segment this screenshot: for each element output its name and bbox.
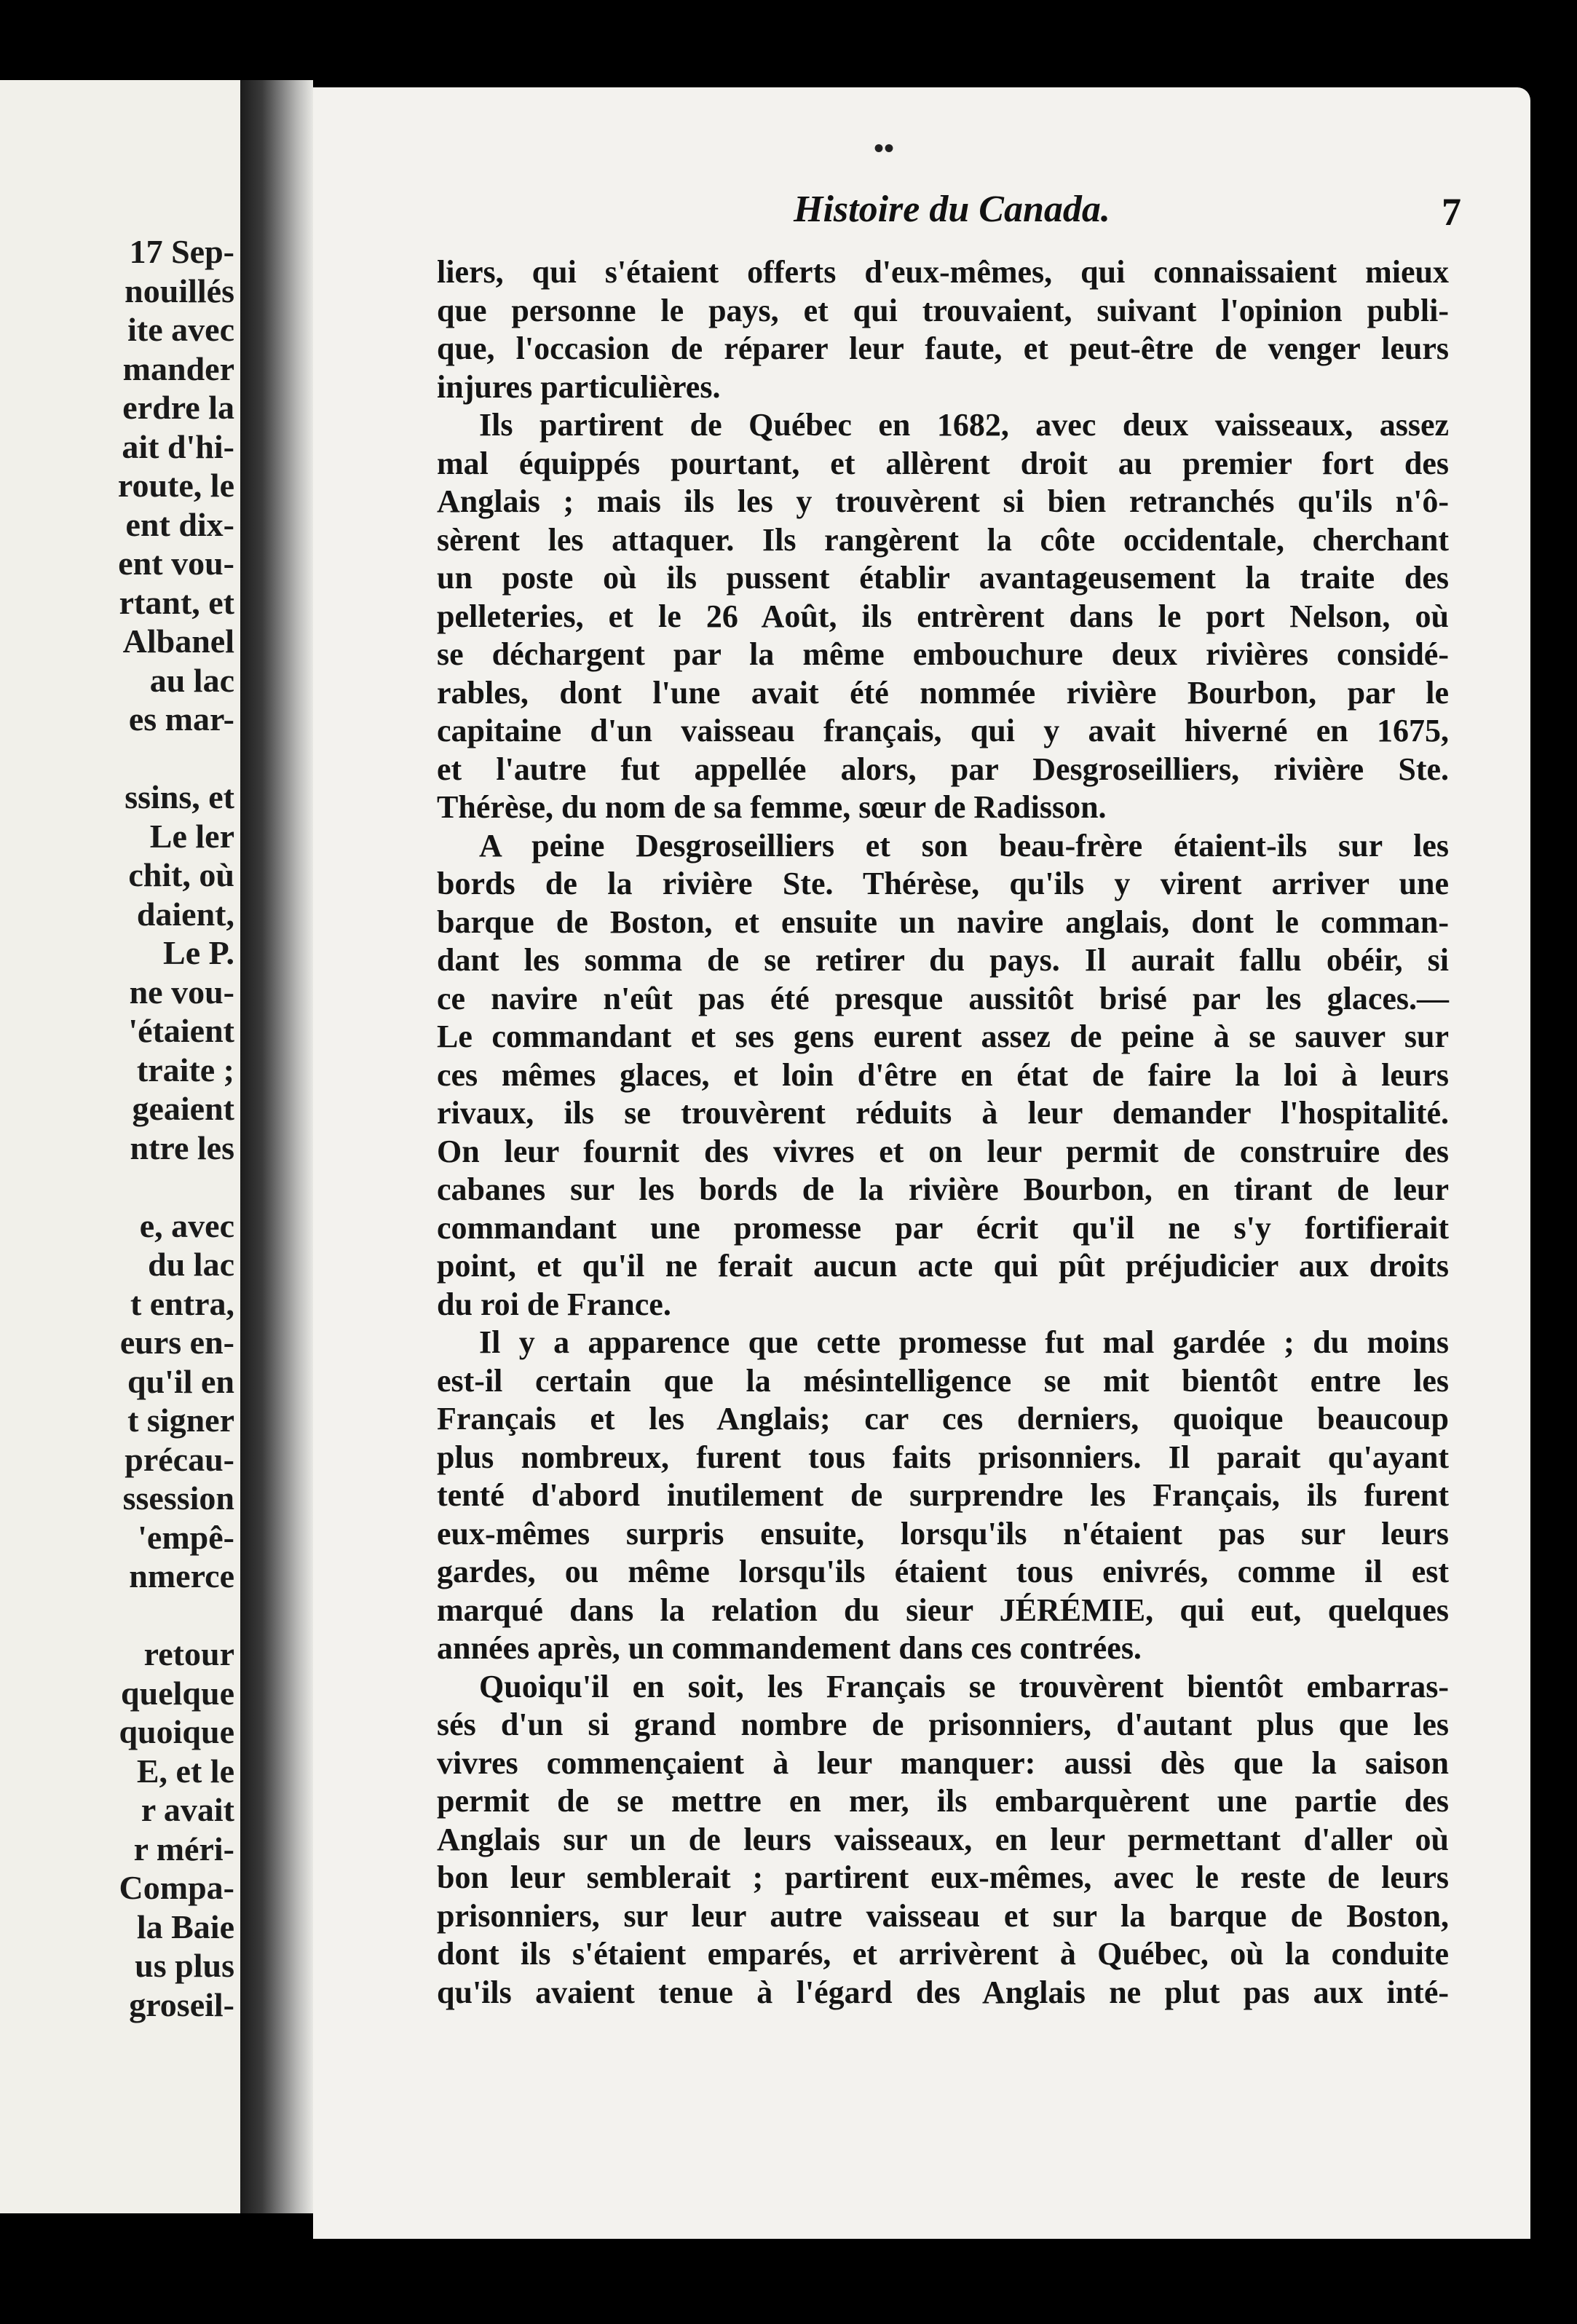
left-page-line: Albanel [122, 622, 234, 660]
text-line: marqué dans la relation du sieur JÉRÉMIE, qui eut, quelques [437, 1592, 1449, 1628]
text-line: gardes, ou même lorsqu'ils étaient tous enivrés, comme il est [437, 1554, 1449, 1589]
left-page-line: traite ; [136, 1051, 234, 1088]
text-line: permit de se mettre en mer, ils embarquèrent une partie des [437, 1783, 1449, 1819]
text-line: et l'autre fut appellée alors, par Desgroseilliers, rivière Ste. [437, 751, 1449, 787]
text-line: que, l'occasion de réparer leur faute, et peut-être de venger leurs [437, 331, 1449, 366]
left-page-line: t entra, [130, 1284, 234, 1322]
text-line: Anglais ; mais ils les y trouvèrent si bien retranchés qu'ils n'ô- [437, 483, 1449, 519]
text-line: Il y a apparence que cette promesse fut mal gardée ; du moins [479, 1324, 1449, 1360]
text-line: On leur fournit des vivres et on leur permit de construire des [437, 1133, 1449, 1169]
left-page-line: du lac [148, 1246, 234, 1283]
left-page-line: ssins, et [125, 778, 234, 815]
left-page-line: précau- [125, 1440, 234, 1478]
left-page-line: E, et le [136, 1752, 234, 1790]
left-page-line: nouillés [125, 272, 234, 309]
text-line: Ils partirent de Québec en 1682, avec deux vaisseaux, assez [479, 407, 1449, 443]
text-line: se déchargent par la même embouchure deux rivières considé- [437, 636, 1449, 672]
top-mark: •• [874, 132, 895, 165]
left-page-line: ent vou- [118, 545, 234, 582]
text-line: du roi de France. [437, 1286, 671, 1322]
left-page-line: quoique [119, 1713, 234, 1750]
text-line: bords de la rivière Ste. Thérèse, qu'ils y virent arriver une [437, 866, 1449, 901]
text-line: ces mêmes glaces, et loin d'être en état de faire la loi à leurs [437, 1056, 1449, 1093]
text-line: un poste où ils pussent établir avantageusement la traite des [437, 560, 1449, 596]
left-page-line: rtant, et [119, 583, 234, 621]
text-line: injures particulières. [437, 368, 721, 405]
running-head: Histoire du Canada. [794, 189, 1110, 230]
left-page-line: ait d'hi- [122, 427, 234, 465]
text-line: prisonniers, sur leur autre vaisseau et sur la barque de Boston, [437, 1897, 1449, 1934]
left-page-line: chit, où [128, 856, 234, 893]
left-page-line: r avait [141, 1791, 234, 1828]
left-page-line: r méri- [133, 1830, 234, 1868]
left-page-line: groseil- [129, 1985, 234, 2023]
left-page-line: qu'il en [127, 1362, 234, 1400]
text-line: ce navire n'eût pas été presque aussitôt brisé par les glaces.— [437, 980, 1449, 1016]
text-line: A peine Desgroseilliers et son beau-frère étaient-ils sur les [479, 827, 1449, 863]
left-page-line: route, le [117, 467, 234, 504]
text-line: Thérèse, du nom de sa femme, sœur de Radisson. [437, 789, 1107, 825]
text-line: mal équippés pourtant, et allèrent droit au premier fort des [437, 445, 1449, 481]
facing-page-left [0, 80, 240, 2213]
left-page-line: ite avec [127, 311, 234, 348]
text-line: tenté d'abord inutilement de surprendre les Français, ils furent [437, 1477, 1449, 1513]
left-page-line: mander [122, 349, 234, 387]
left-page-line: au lac [149, 661, 234, 699]
text-line: pelleteries, et le 26 Août, ils entrèrent dans le port Nelson, où [437, 598, 1449, 634]
left-page-line: retour [143, 1635, 234, 1672]
text-line: barque de Boston, et ensuite un navire anglais, dont le comman- [437, 904, 1449, 940]
text-line: rivaux, ils se trouvèrent réduits à leur demander l'hospitalité. [437, 1095, 1449, 1131]
text-line: bon leur semblerait ; partirent eux-mêmes, avec le reste de leurs [437, 1859, 1449, 1895]
text-line: rables, dont l'une avait été nommée rivière Bourbon, par le [437, 674, 1449, 711]
text-line: Français et les Anglais; car ces derniers, quoique beaucoup [437, 1401, 1449, 1436]
text-line: Quoiqu'il en soit, les Français se trouvèrent bientôt embarras- [479, 1668, 1449, 1704]
text-line: Le commandant et ses gens eurent assez de peine à se sauver sur [437, 1019, 1449, 1054]
left-page-line: ent dix- [125, 505, 234, 543]
book-page-right [313, 87, 1530, 2239]
text-line: dont ils s'étaient emparés, et arrivèrent à Québec, où la conduite [437, 1936, 1449, 1972]
text-line: vivres commençaient à leur manquer: aussi dès que la saison [437, 1744, 1449, 1781]
left-page-line: Le ler [149, 817, 234, 855]
left-page-line: ntre les [130, 1129, 234, 1166]
body-text [437, 253, 1449, 2012]
left-page-line: Compa- [119, 1869, 234, 1906]
book-gutter [240, 80, 313, 2213]
left-page-line: la Baie [136, 1908, 234, 1945]
page-number: 7 [1442, 190, 1461, 234]
text-line: eux-mêmes surpris ensuite, lorsqu'ils n'étaient pas sur leurs [437, 1515, 1449, 1552]
left-page-line: geaient [132, 1090, 234, 1127]
left-page-line: 'empê- [138, 1518, 234, 1556]
text-line: dant les somma de se retirer du pays. Il aurait fallu obéir, si [437, 942, 1449, 978]
text-line: point, et qu'il ne ferait aucun acte qui pût préjudicier aux droits [437, 1248, 1449, 1284]
text-line: que personne le pays, et qui trouvaient, suivant l'opinion publi- [437, 292, 1449, 328]
text-line: cabanes sur les bords de la rivière Bourbon, en tirant de leur [437, 1171, 1449, 1207]
text-line: plus nombreux, furent tous faits prisonniers. Il parait qu'ayant [437, 1439, 1449, 1475]
left-page-line: us plus [135, 1947, 234, 1984]
left-page-line: daient, [136, 895, 234, 933]
text-line: Anglais sur un de leurs vaisseaux, en leur permettant d'aller où [437, 1821, 1449, 1857]
text-line: liers, qui s'étaient offerts d'eux-mêmes, qui connaissaient mieux [437, 254, 1449, 290]
left-page-line: nmerce [129, 1557, 234, 1594]
left-page-line: ne vou- [129, 973, 234, 1011]
left-page-line: quelque [121, 1674, 234, 1712]
text-line: sés d'un si grand nombre de prisonniers, d'autant plus que les [437, 1707, 1449, 1742]
text-line: commandant une promesse par écrit qu'il ne s'y fortifierait [437, 1209, 1449, 1246]
left-page-line: e, avec [139, 1206, 234, 1244]
left-page-line: erdre la [122, 389, 234, 426]
left-page-line: t signer [127, 1402, 234, 1439]
text-line: qu'ils avaient tenue à l'égard des Anglais ne plut pas aux inté- [437, 1974, 1449, 2010]
left-page-line: ssession [122, 1479, 234, 1517]
left-page-line: es mar- [128, 700, 234, 738]
left-page-line: eurs en- [119, 1324, 234, 1361]
text-line: est-il certain que la mésintelligence se mit bientôt entre les [437, 1362, 1449, 1399]
text-line: sèrent les attaquer. Ils rangèrent la côte occidentale, cherchant [437, 521, 1449, 558]
text-line: années après, un commandement dans ces contrées. [437, 1630, 1142, 1666]
left-page-line: 17 Sep- [129, 233, 234, 270]
text-line: capitaine d'un vaisseau français, qui y avait hiverné en 1675, [437, 713, 1449, 748]
left-page-line: Le P. [163, 934, 234, 971]
left-page-line: 'étaient [128, 1012, 234, 1049]
